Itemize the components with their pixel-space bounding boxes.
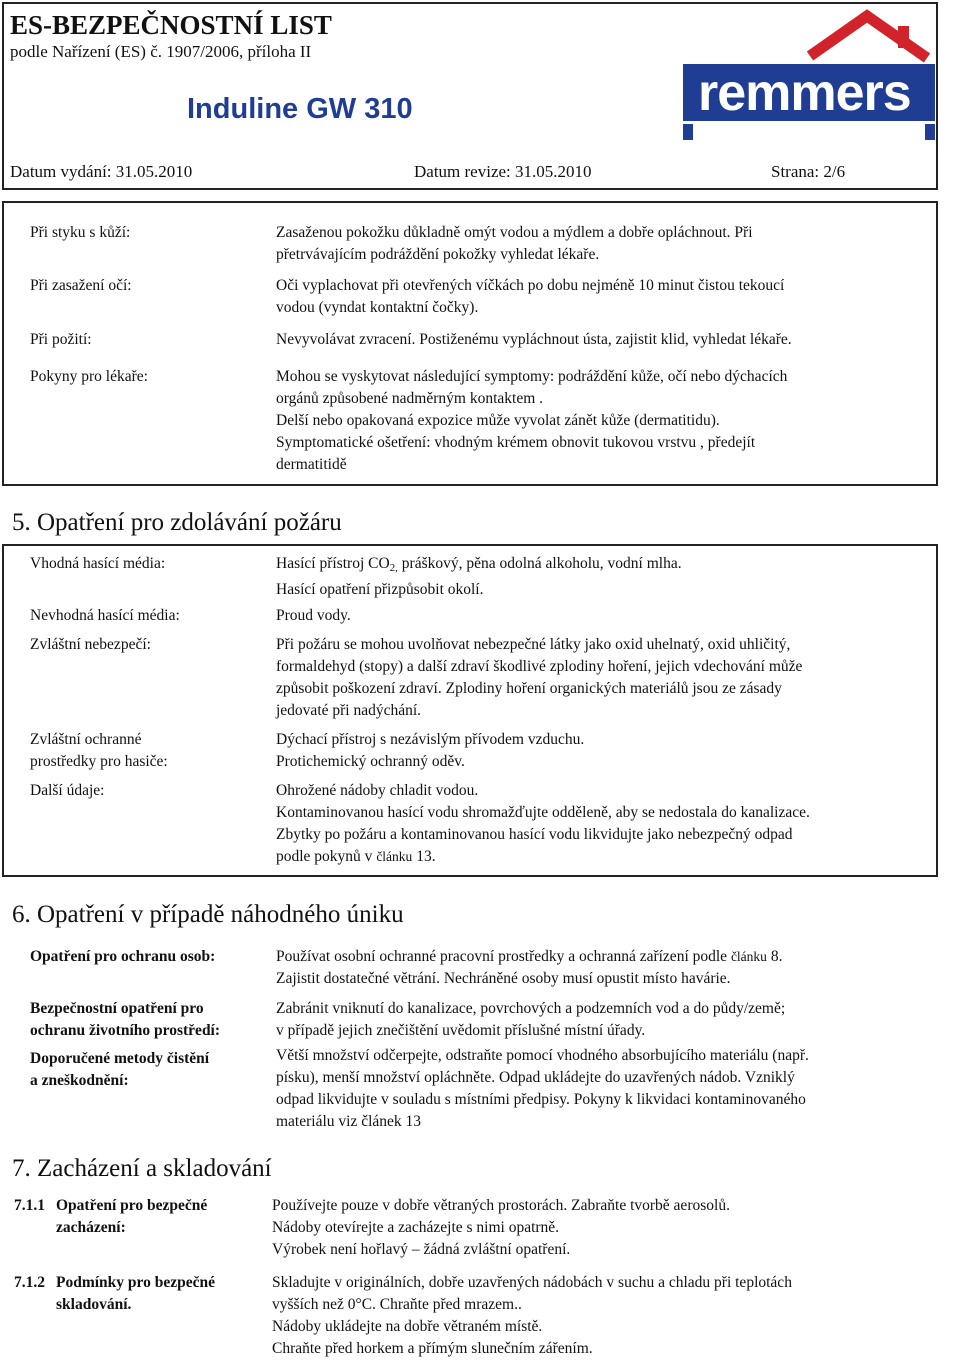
unsuitable-media-text: Proud vody. [276,607,351,624]
product-name: Induline GW 310 [187,93,413,125]
further-info-text: Ohrožené nádoby chladit vodou. Kontaminovanou hasící vodu shromažďujte odděleně, aby se nedostala do kanalizace. Zbytky po požáru a kontaminovanou hasící vodu likvidujte jako nebezpečný odpad podle pokynů v článku 13. [276,782,810,865]
issue-date: Datum vydání: 31.05.2010 [10,162,193,181]
suitable-media-text: Hasící přístroj CO2, práškový, pěna odolná alkoholu, vodní mlha. Hasící opatření přizpůsobit okolí. [276,555,682,598]
personal-precautions-text: Používat osobní ochranné pracovní prostředky a ochranná zařízení podle článku 8. Zajistit dostatečné větrání. Nechráněné osoby musí opustit místo havárie. [276,948,783,987]
storage-conditions-text: Skladujte v originálních, dobře uzavřených nádobách v suchu a chladu při teplotách vyšších než 0°C. Chraňte před mrazem.. Nádoby ukládejte na dobře větraném místě. Chraňte před horkem a přímým slunečním zářením. [272,1274,792,1357]
unsuitable-media-label: Nevhodná hasící média: [30,607,180,624]
cleanup-methods-label: Doporučené metody čistění a zneškodnění: [30,1050,210,1089]
suitable-media-label: Vhodná hasící média: [30,555,166,572]
safe-handling-label: Opatření pro bezpečné zacházení: [56,1197,208,1236]
special-hazard-text: Při požáru se mohou uvolňovat nebezpečné látky jako oxid uhelnatý, oxid uhličitý, formaldehyd (stopy) a další zdraví škodlivé zplodiny hoření, jejich vdechování může způsobit poškození zdraví. Zplodiny hoření organických materiálů jsou ze zásady jedovaté při nadýchání. [276,636,803,719]
revision-date: Datum revize: 31.05.2010 [414,162,592,181]
storage-conditions-label: Podmínky pro bezpečné skladování. [56,1274,216,1313]
regulation-subtitle: podle Nařízení (ES) č. 1907/2006, příloha II [10,42,312,61]
ingestion-label: Při požití: [30,331,92,348]
eye-contact-label: Při zasažení očí: [30,277,132,294]
environmental-precautions-label: Bezpečnostní opatření pro ochranu životního prostředí: [30,1000,221,1039]
handling-number: 7.1.1 [14,1197,45,1214]
firefighter-equipment-label: Zvláštní ochranné prostředky pro hasiče: [30,731,168,770]
section-6-title: 6. Opatření v případě náhodného úniku [12,901,404,928]
cleanup-methods-text: Větší množství odčerpejte, odstraňte pomocí vhodného absorbujícího materiálu (např. písku), menší množství opláchněte. Odpad ukládejte do uzavřených nádob. Vzniklý odpad likvidujte v souladu s místními předpisy. Pokyny k likvidaci kontaminovaného materiálu viz článek 13 [276,1047,809,1130]
special-hazard-label: Zvláštní nebezpečí: [30,636,151,653]
storage-number: 7.1.2 [14,1274,45,1291]
skin-contact-text: Zasaženou pokožku důkladně omýt vodou a mýdlem a dobře opláchnout. Při přetrvávajícím podráždění pokožky vyhledat lékaře. [276,224,753,263]
personal-precautions-label: Opatření pro ochranu osob: [30,948,216,965]
page-number: Strana: 2/6 [771,162,846,181]
section-7-title: 7. Zacházení a skladování [12,1155,272,1182]
safe-handling-text: Používejte pouze v dobře větraných prostorách. Zabraňte tvorbě aerosolů. Nádoby otevírejte a zacházejte s nimi opatrně. Výrobek není hořlavý – žádná zvláštní opatření. [272,1197,730,1258]
document-title: ES-BEZPEČNOSTNÍ LIST [10,10,332,40]
remmers-logo [680,6,935,140]
doctor-notes-label: Pokyny pro lékaře: [30,368,148,385]
eye-contact-text: Oči vyplachovat při otevřených víčkách po dobu nejméně 10 minut čistou tekoucí vodou (vyndat kontaktní čočky). [276,277,785,316]
further-info-label: Další údaje: [30,782,105,799]
firefighter-equipment-text: Dýchací přístroj s nezávislým přívodem vzduchu. Protichemický ochranný oděv. [276,731,585,770]
doctor-notes-text: Mohou se vyskytovat následující symptomy: podráždění kůže, očí nebo dýchacích orgánů způsobené nadměrným kontaktem . Delší nebo opakovaná expozice může vyvolat zánět kůže (dermatitidu). Symptomatické ošetření: vhodným krémem obnovit tukovou vrstvu , předejít dermatitidě [276,368,788,473]
skin-contact-label: Při styku s kůží: [30,224,131,241]
ingestion-text: Nevyvolávat zvracení. Postiženému vypláchnout ústa, zajistit klid, vyhledat lékaře. [276,331,792,348]
logo-wordmark: remmers [698,64,911,122]
section-5-title: 5. Opatření pro zdolávání požáru [12,509,342,536]
environmental-precautions-text: Zabránit vniknutí do kanalizace, povrchových a podzemních vod a do půdy/země; v případě jejich znečištění uvědomit příslušné místní úřady. [276,1000,786,1039]
